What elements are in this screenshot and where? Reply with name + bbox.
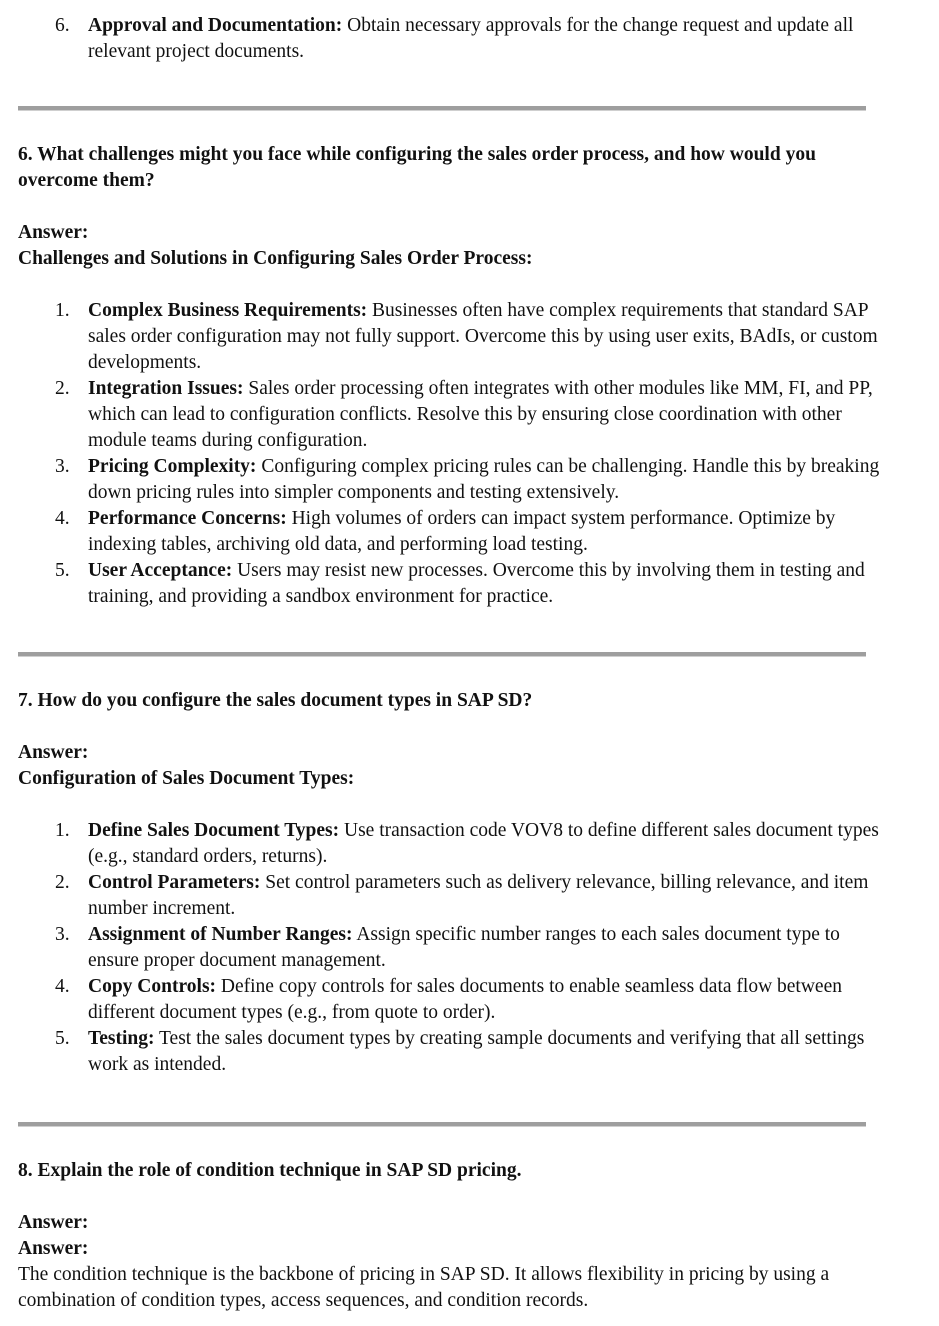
section-divider	[18, 652, 866, 657]
item-number: 1.	[55, 820, 70, 841]
answer-list	[18, 818, 881, 1078]
item-lead: Pricing Complexity:	[88, 456, 257, 477]
item-lead: Testing:	[88, 1028, 155, 1049]
item-body-text: Users may resist new processes. Overcome this by involving them in testing and training, and providing a sandbox environment for practice.	[88, 560, 865, 607]
item-text	[88, 454, 881, 506]
item-number: 3.	[55, 456, 70, 477]
list-item	[18, 376, 881, 454]
item-text	[88, 13, 881, 65]
list-item	[18, 974, 881, 1026]
answer-label: Answer:	[18, 1238, 89, 1259]
section-divider	[18, 1122, 866, 1127]
item-number: 5.	[55, 560, 70, 581]
answer-paragraph: The condition technique is the backbone of pricing in SAP SD. It allows flexibility in pricing by using a combination of condition types, access sequences, and condition records.	[18, 1264, 830, 1311]
item-text	[88, 1026, 881, 1078]
question-6-heading: 6. What challenges might you face while configuring the sales order process, and how would you overcome them?	[18, 144, 816, 191]
list-item	[18, 870, 881, 922]
item-body-text: Obtain necessary approvals for the change request and update all relevant project documents.	[88, 15, 854, 62]
item-number: 2.	[55, 872, 70, 893]
list-item	[18, 922, 881, 974]
answer-label: Answer:	[18, 1212, 89, 1233]
answer-label: Answer:	[18, 742, 89, 763]
item-lead: Approval and Documentation:	[88, 15, 343, 36]
item-number: 6.	[55, 15, 70, 36]
item-body-text: Businesses often have complex requirements that standard SAP sales order configuration may not fully support. Overcome this by using user exits, BAdIs, or custom developments.	[88, 300, 878, 373]
item-number: 4.	[55, 976, 70, 997]
answer-label: Answer:	[18, 222, 89, 243]
item-body-text: Sales order processing often integrates with other modules like MM, FI, and PP, which can lead to configuration conflicts. Resolve this by ensuring close coordination with other module teams during configuration.	[88, 378, 873, 451]
list-item	[18, 558, 881, 610]
item-lead: Copy Controls:	[88, 976, 217, 997]
item-lead: Integration Issues:	[88, 378, 244, 399]
item-number: 5.	[55, 1028, 70, 1049]
item-lead: User Acceptance:	[88, 560, 233, 581]
item-lead: Assignment of Number Ranges:	[88, 924, 353, 945]
item-text	[88, 298, 881, 376]
list-item	[18, 818, 881, 870]
item-lead: Define Sales Document Types:	[88, 820, 340, 841]
question-8-heading: 8. Explain the role of condition technique in SAP SD pricing.	[18, 1160, 522, 1181]
answer-subheading: Challenges and Solutions in Configuring Sales Order Process:	[18, 248, 533, 269]
item-body-text: Define copy controls for sales documents to enable seamless data flow between different document types (e.g., from quote to order).	[88, 976, 842, 1023]
answer-subheading: Configuration of Sales Document Types:	[18, 768, 355, 789]
item-text	[88, 870, 881, 922]
item-lead: Performance Concerns:	[88, 508, 287, 529]
item-text	[88, 974, 881, 1026]
item-body-text: High volumes of orders can impact system performance. Optimize by indexing tables, archiving old data, and performing load testing.	[88, 508, 836, 555]
item-number: 1.	[55, 300, 70, 321]
question-7-heading: 7. How do you configure the sales document types in SAP SD?	[18, 690, 533, 711]
item-lead: Control Parameters:	[88, 872, 261, 893]
item-text	[88, 376, 881, 454]
item-body-text: Assign specific number ranges to each sales document type to ensure proper document management.	[88, 924, 840, 971]
list-item	[18, 1026, 881, 1078]
item-body-text: Use transaction code VOV8 to define different sales document types (e.g., standard orders, returns).	[88, 820, 879, 867]
item-number: 4.	[55, 508, 70, 529]
item-text	[88, 818, 881, 870]
lead-list-item	[18, 13, 881, 65]
item-text	[88, 558, 881, 610]
list-item	[18, 298, 881, 376]
item-body-text: Test the sales document types by creating sample documents and verifying that all settings work as intended.	[88, 1028, 865, 1075]
answer-list	[18, 298, 881, 610]
item-number: 2.	[55, 378, 70, 399]
item-body-text: Configuring complex pricing rules can be challenging. Handle this by breaking down pricing rules into simpler components and testing extensively.	[88, 456, 880, 503]
list-item	[18, 454, 881, 506]
item-lead: Complex Business Requirements:	[88, 300, 368, 321]
item-body-text: Set control parameters such as delivery relevance, billing relevance, and item number increment.	[88, 872, 869, 919]
item-number: 3.	[55, 924, 70, 945]
item-text	[88, 506, 881, 558]
list-item	[18, 506, 881, 558]
section-divider	[18, 106, 866, 111]
item-text	[88, 922, 881, 974]
